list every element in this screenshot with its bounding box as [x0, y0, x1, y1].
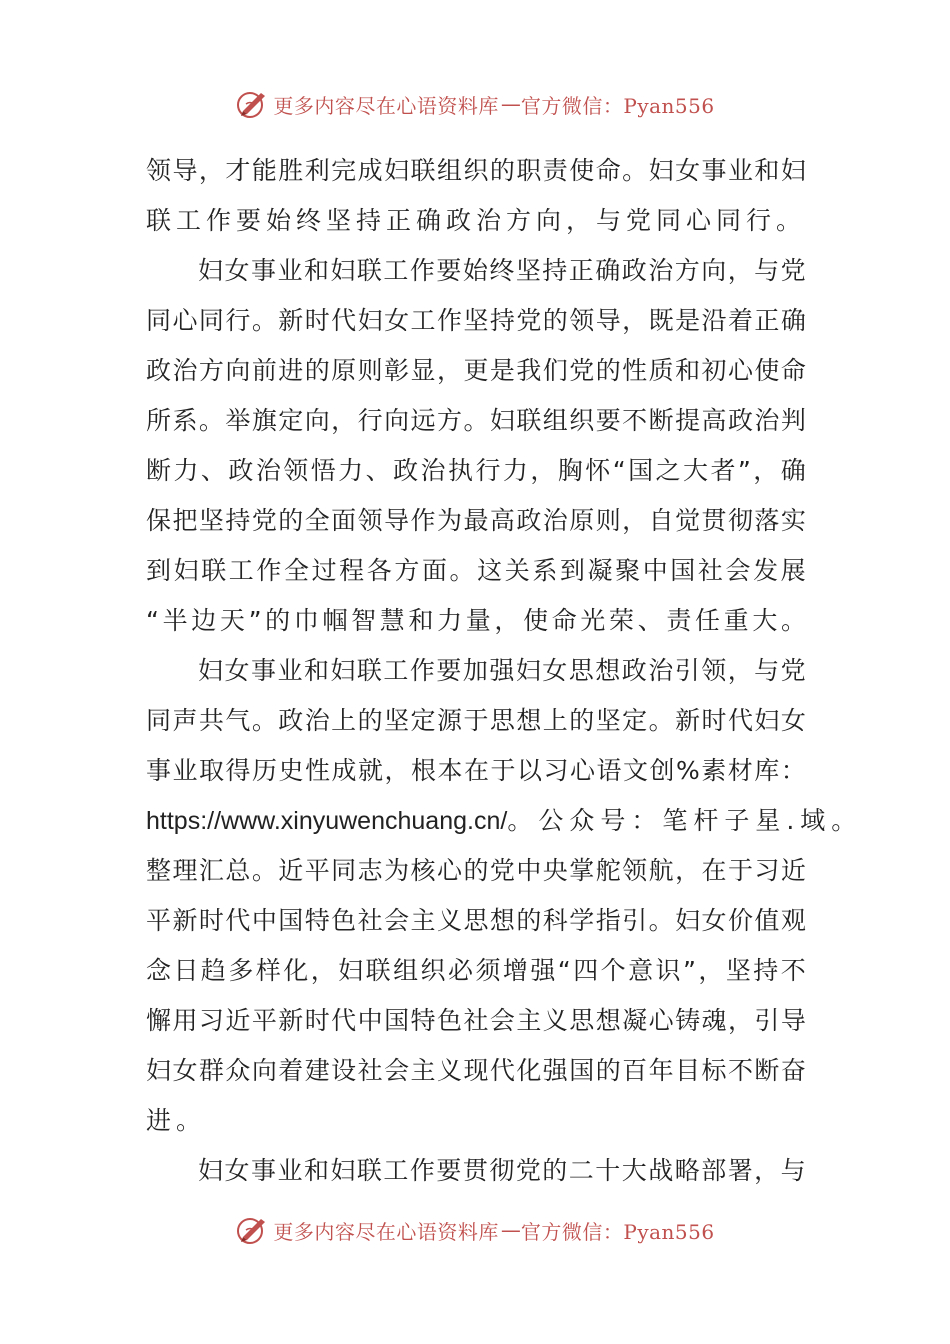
header-banner: [0, 84, 950, 124]
text-line: 保 把 坚 持 党 的 全 面 领 导 作 为 最 高 政 治 原 则 ， 自 觉 贯 彻 落 实: [146, 506, 806, 535]
header-contact-text: 官方微信：Pyan556: [520, 93, 715, 118]
footer-separator: —: [500, 1218, 521, 1242]
footer-contact-text: 官方微信：Pyan556: [520, 1219, 715, 1244]
footer-brand-text: 更多内容尽在心语资料库: [273, 1219, 499, 1244]
text-line: 进。: [146, 1106, 207, 1135]
text-line: 妇 女 事 业 和 妇 联 工 作 要 贯 彻 党 的 二 十 大 战 略 部 署 ， 与: [198, 1156, 806, 1185]
text-line: 整 理 汇 总 。 近 平 同 志 为 核 心 的 党 中 央 掌 舵 领 航 ， 在 于 习 近: [146, 856, 806, 885]
text-line: 同 心 同 行 。 新 时 代 妇 女 工 作 坚 持 党 的 领 导 ， 既 是 沿 着 正 确: [146, 306, 806, 335]
text-line: [146, 796, 863, 846]
pen-logo-icon: [235, 1213, 269, 1247]
text-line: 妇 女 事 业 和 妇 联 工 作 要 始 终 坚 持 正 确 政 治 方 向 ， 与 党: [198, 256, 806, 285]
text-line: 断 力 、 政 治 领 悟 力 、 政 治 执 行 力 ， 胸 怀 “ 国 之 大 者 ” ， 确: [146, 456, 806, 485]
text-line: 妇 女 事 业 和 妇 联 工 作 要 加 强 妇 女 思 想 政 治 引 领 ， 与 党: [198, 656, 806, 685]
footer-banner: [0, 1210, 950, 1250]
document-body: [146, 146, 863, 1196]
text-line: “ 半 边 天 ” 的 巾 帼 智 慧 和 力 量 ， 使 命 光 荣 、 责 任 重 大 。: [146, 606, 806, 635]
text-line-rest: 。公众号：笔杆子星.域。: [507, 806, 863, 835]
text-line: 领 导 ， 才 能 胜 利 完 成 妇 联 组 织 的 职 责 使 命 。 妇 女 事 业 和 妇: [146, 156, 806, 185]
header-brand-text: 更多内容尽在心语资料库: [273, 93, 499, 118]
text-line: 懈 用 习 近 平 新 时 代 中 国 特 色 社 会 主 义 思 想 凝 心 铸 魂 ， 引 导: [146, 1006, 806, 1035]
text-line: 妇 女 群 众 向 着 建 设 社 会 主 义 现 代 化 强 国 的 百 年 目 标 不 断 奋: [146, 1056, 806, 1085]
text-line: 联工作要始终坚持正确政治方向，与党同心同行。: [146, 206, 807, 235]
header-separator: —: [500, 92, 521, 116]
text-line: 事 业 取 得 历 史 性 成 就 ， 根 本 在 于 以 习 心 语 文 创 % 素 材 库 ：: [146, 756, 806, 785]
text-line: 同 声 共 气 。 政 治 上 的 坚 定 源 于 思 想 上 的 坚 定 。 新 时 代 妇 女: [146, 706, 806, 735]
text-line: 平 新 时 代 中 国 特 色 社 会 主 义 思 想 的 科 学 指 引 。 妇 女 价 值 观: [146, 906, 806, 935]
text-line: 政 治 方 向 前 进 的 原 则 彰 显 ， 更 是 我 们 党 的 性 质 和 初 心 使 命: [146, 356, 806, 385]
source-url: https://www.xinyuwenchuang.cn/: [146, 807, 508, 835]
text-line: 所 系 。 举 旗 定 向 ， 行 向 远 方 。 妇 联 组 织 要 不 断 提 高 政 治 判: [146, 406, 806, 435]
pen-logo-icon: [235, 87, 269, 121]
text-line: 念 日 趋 多 样 化 ， 妇 联 组 织 必 须 增 强 “ 四 个 意 识 ” ， 坚 持 不: [146, 956, 806, 985]
text-line: 到 妇 联 工 作 全 过 程 各 方 面 。 这 关 系 到 凝 聚 中 国 社 会 发 展: [146, 556, 806, 585]
